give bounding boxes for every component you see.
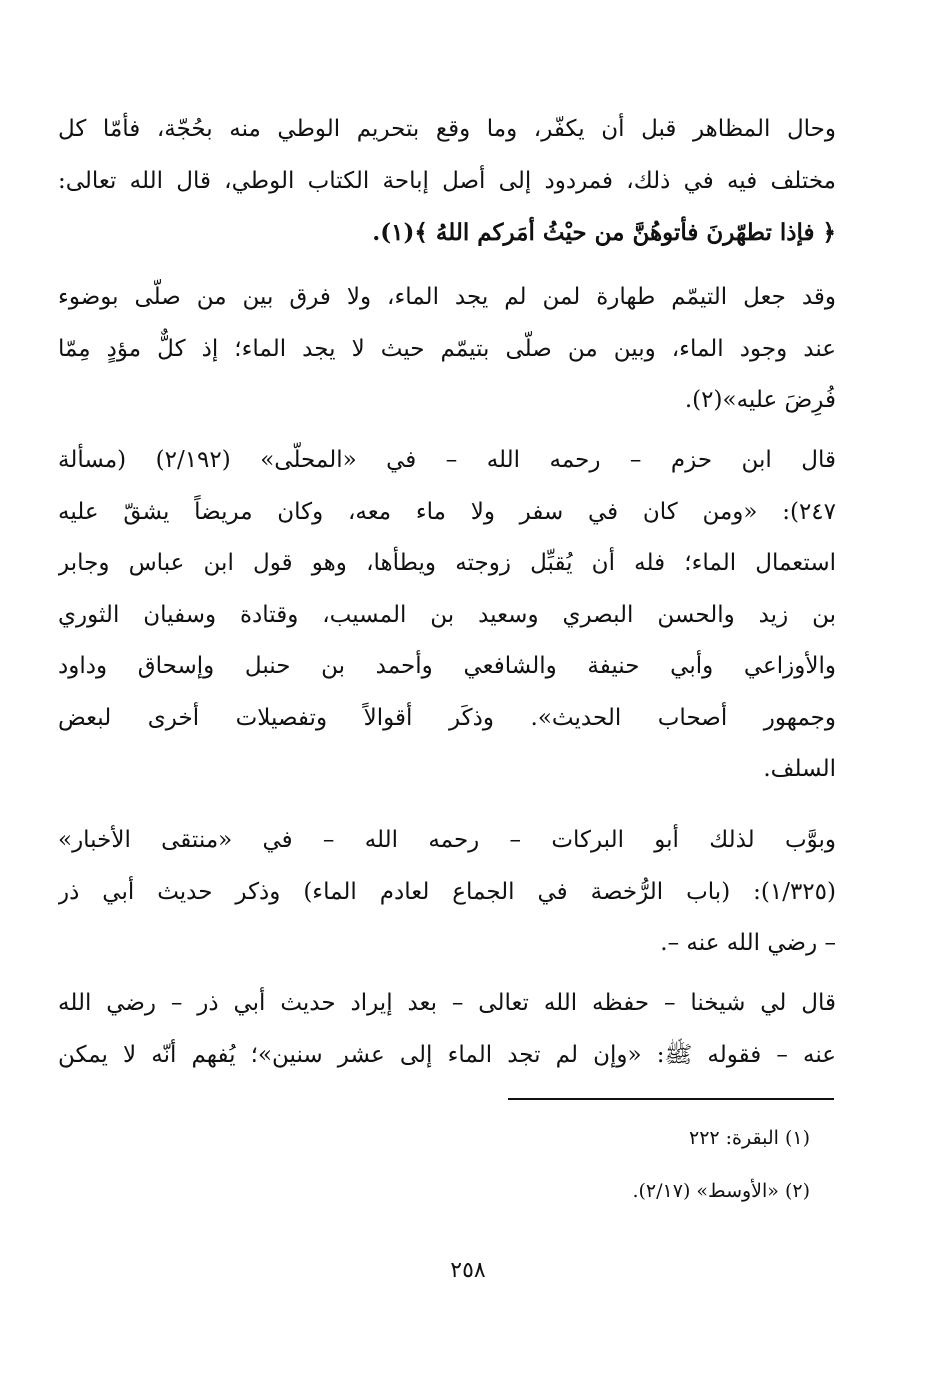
text-line: عند وجود الماء، وبين من صلّى بتيمّم حيث لا يجد الماء؛ إذ كلٌّ مؤدٍ مِمّا [58,335,836,362]
text-line: وقد جعل التيمّم طهارة لمن لم يجد الماء، ولا فرق بين من صلّى بوضوء [58,284,836,310]
text-line: – رضي الله عنه –. [660,930,836,956]
text-line: عنه – فقوله ﷺ: «وإن لم تجد الماء إلى عشر سنين»؛ يُفهم أنّه لا يمكن [58,1041,836,1068]
paragraph-2 [58,272,836,427]
paragraph-5 [58,978,836,1081]
text-line: وحال المظاهر قبل أن يكفّر، وما وقع بتحريم الوطي منه بحُجّة، فأمّا كل [58,116,836,142]
text-line: السلف. [763,756,836,782]
text-line: مختلف فيه في ذلك، فمردود إلى أصل إباحة الكتاب الوطي، قال الله تعالى: [58,167,836,194]
text-line: قال لي شيخنا – حفظه الله تعالى – بعد إيراد حديث أبي ذر – رضي الله [58,990,836,1016]
text-line: ٢٤٧): «ومن كان في سفر ولا ماء معه، وكان مريضاً يشقّ عليه [58,498,836,525]
page-number: ٢٥٨ [450,1258,486,1283]
text-line: وجمهور أصحاب الحديث». وذكَر أقوالاً وتفصيلات أخرى لبعض [58,704,836,731]
text-line: بن زيد والحسن البصري وسعيد بن المسيب، وقتادة وسفيان الثوري [58,601,836,628]
text-line: (١/٣٢٥): (باب الرُّخصة في الجماع لعادم الماء) وذكر حديث أبي ذر [58,878,836,905]
paragraph-3 [58,435,836,796]
footnote-divider [508,1098,834,1100]
text-line: والأوزاعي وأبي حنيفة والشافعي وأحمد بن حنبل وإسحاق وداود [58,653,836,679]
paragraph-1 [58,104,836,259]
paragraph-4 [58,815,836,970]
footnotes [400,1112,810,1218]
quran-verse-line: ﴿ فإذا تطهّرنَ فأتوهُنَّ من حيْثُ أمَركم اللهُ ﴾(١). [372,219,836,246]
text-line: قال ابن حزم – رحمه الله – في «المحلّى» (٢/١٩٢) (مسألة [58,447,836,473]
footnote-1: (١) البقرة: ٢٢٢ [688,1127,810,1149]
text-line: استعمال الماء؛ فله أن يُقبِّل زوجته ويطأها، وهو قول ابن عباس وجابر [58,550,836,576]
footnote-2: (٢) «الأوسط» (٢/١٧). [632,1180,810,1202]
text-line: وبوَّب لذلك أبو البركات – رحمه الله – في «منتقى الأخبار» [58,827,836,853]
text-line: فُرِضَ عليه»(٢). [684,387,836,413]
